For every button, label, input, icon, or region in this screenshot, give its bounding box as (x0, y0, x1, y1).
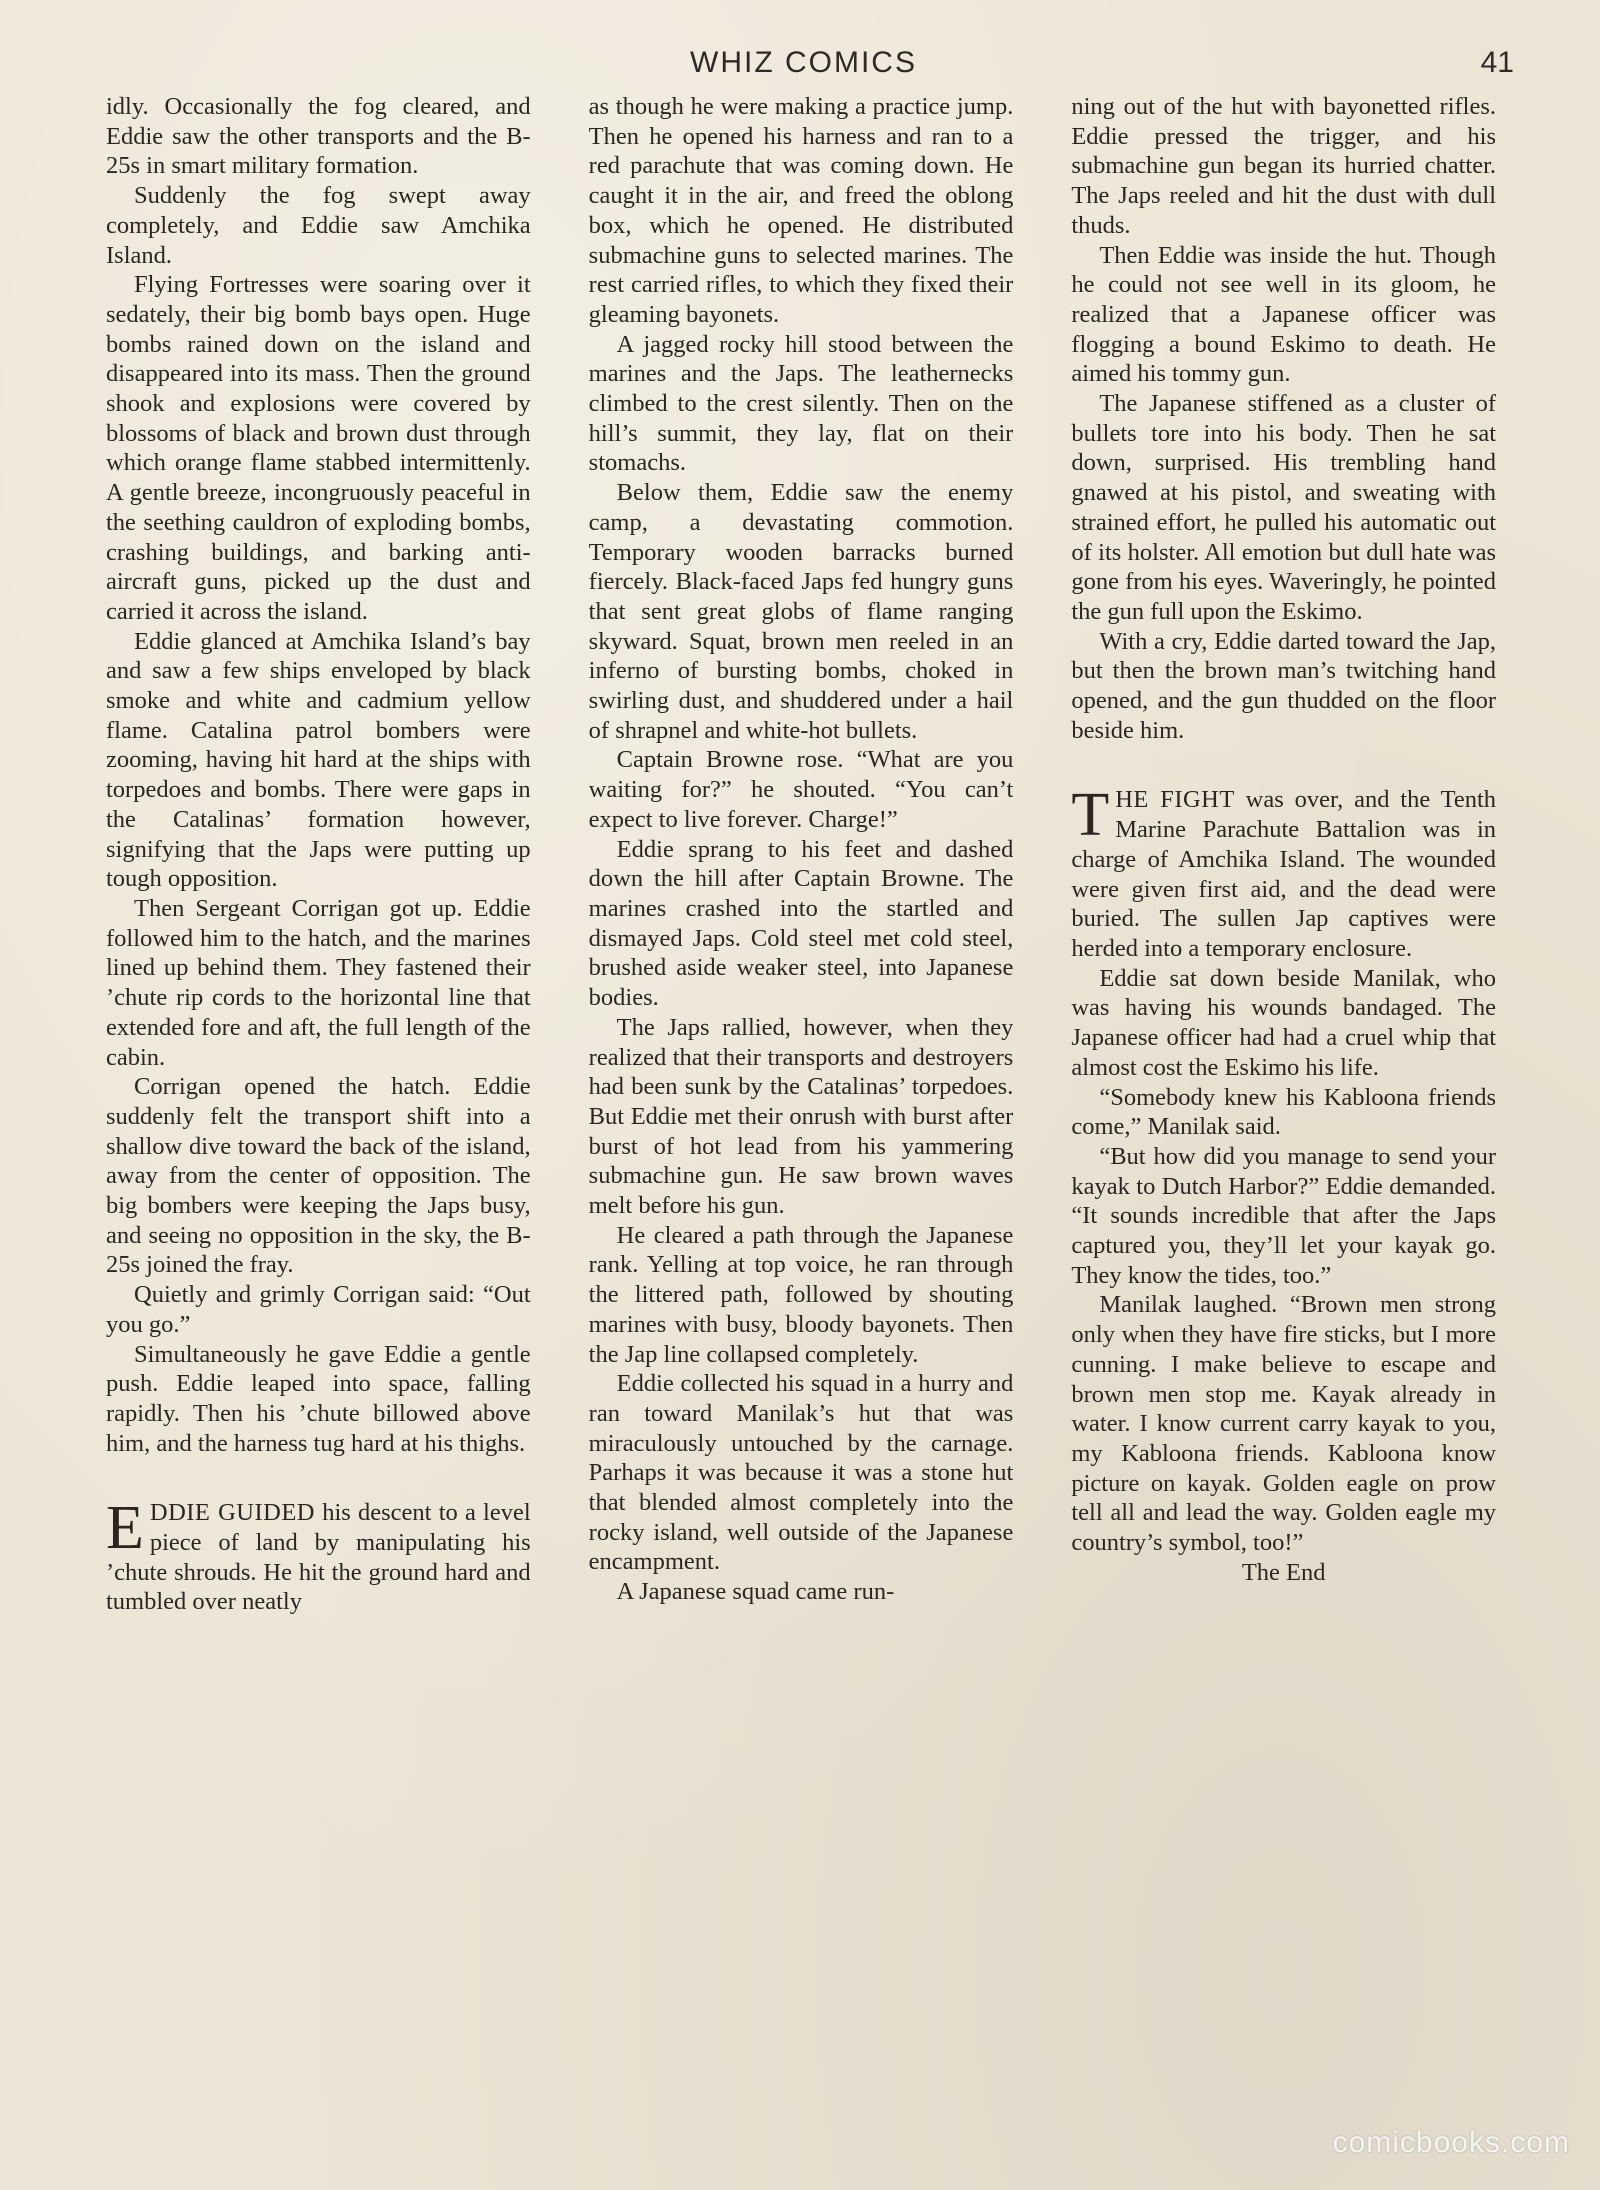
paragraph: Eddie collected his squad in a hurry and ran toward Manilak’s hut that was miraculously untouched by the carnage. Parhaps it was because it was a stone hut that blended almost completely into the rocky island, well outside of the Japanese encampment. (588, 1370, 1014, 1576)
paragraph: Captain Browne rose. “What are you waiting for?” he shouted. “You can’t expect to live forever. Charge!” (588, 746, 1014, 833)
section-lead-caps: DDIE GUIDED (149, 1499, 315, 1527)
section-opening-paragraph (106, 1494, 531, 1617)
paragraph: idly. Occasionally the fog cleared, and Eddie saw the other transports and the B-25s in smart military formation. (106, 93, 531, 180)
paragraph: A jagged rocky hill stood between the marines and the Japs. The leathernecks climbed to the crest silently. Then on the hill’s summit, they lay, flat on their stomachs. (588, 330, 1014, 477)
paragraph: Below them, Eddie saw the enemy camp, a devastating commotion. Temporary wooden barracks burned fiercely. Black-faced Japs fed hungry guns that sent great globs of flame ranging skyward. Squat, brown men reeled in an inferno of bursting bombs, choked in swirling dust, and shuddered under a hail of shrapnel and white-hot bullets. (588, 479, 1014, 744)
paragraph: A Japanese squad came run- (616, 1578, 895, 1606)
paragraph: With a cry, Eddie darted toward the Jap, but then the brown man’s twitching hand opened, and the gun thudded on the floor beside him. (1071, 627, 1497, 744)
text-column-2 (589, 92, 1014, 2052)
page-number: 41 (1480, 46, 1514, 79)
paragraph: Manilak laughed. “Brown men strong only when they have fire sticks, but I more cunning. I make believe to escape and brown men stop me. Kayak already in water. I know current carry kayak to you, my Kabloona friends. Kabloona know picture on kayak. Golden eagle on prow tell all and lead the way. Golden eagle my country’s symbol, too!” (1071, 1291, 1497, 1557)
drop-cap: E (106, 1494, 144, 1563)
paragraph: Corrigan opened the hatch. Eddie suddenly felt the transport shift into a shallow dive toward the back of the island, away from the center of opposition. The big bombers were keeping the Japs busy, and seeing no opposition in the sky, the B-25s joined the fray. (106, 1073, 531, 1279)
paragraph: “But how did you manage to send your kayak to Dutch Harbor?” Eddie demanded. “It sounds incredible that after the Japs captured you, they’ll let your kayak go. They know the tides, too.” (1071, 1142, 1497, 1289)
paragraph: Then Eddie was inside the hut. Though he could not see well in its gloom, he realized that a Japanese officer was flogging a bound Eskimo to death. He aimed his tommy gun. (1071, 241, 1497, 388)
paragraph: as though he were making a practice jump. Then he opened his harness and ran to a red parachute that was coming down. He caught it in the air, and freed the oblong box, which he opened. He distributed submachine guns to selected marines. The rest carried rifles, to which they fixed their gleaming bayonets. (588, 93, 1014, 328)
text-column-3 (1071, 92, 1496, 2052)
paragraph: Flying Fortresses were soaring over it sedately, their big bomb bays open. Huge bombs rained down on the island and disappeared into its mass. Then the ground shook and explosions were covered by blossoms of black and brown dust through which orange flame stabbed intermittenly. A gentle breeze, incongruously peaceful in the seething cauldron of exploding bombs, crashing buildings, and barking anti-aircraft guns, picked up the dust and carried it across the island. (106, 271, 531, 625)
section-text: his descent to a level piece of land by manipulating his ’chute shrouds. He hit the ground hard and tumbled over neatly (106, 1499, 531, 1616)
paragraph: Then Sergeant Corrigan got up. Eddie followed him to the hatch, and the marines lined up behind them. They fastened their ’chute rip cords to the horizontal line that extended fore and aft, the full length of the cabin. (106, 894, 531, 1071)
paragraph: He cleared a path through the Japanese rank. Yelling at top voice, he ran through the littered path, followed by shouting marines with busy, bloody bayonets. Then the Jap line collapsed completely. (588, 1221, 1014, 1368)
paragraph: Suddenly the fog swept away completely, and Eddie saw Amchika Island. (106, 182, 531, 269)
running-title: WHIZ COMICS (690, 46, 917, 79)
paragraph: Simultaneously he gave Eddie a gentle push. Eddie leaped into space, falling rapidly. Then his ’chute billowed above him, and the harness tug hard at his thighs. (106, 1340, 531, 1457)
paragraph: The Japanese stiffened as a cluster of bullets tore into his body. Then he sat down, surprised. His trembling hand gnawed at his pistol, and sweating with strained effort, he pulled his automatic out of its holster. All emotion but dull hate was gone from his eyes. Waveringly, he pointed the gun full upon the Eskimo. (1071, 390, 1497, 625)
watermark-text: comicbooks.com (1332, 2126, 1570, 2159)
text-column-1 (106, 92, 531, 2052)
paragraph: Eddie glanced at Amchika Island’s bay and saw a few ships enveloped by black smoke and white and cadmium yellow flame. Catalina patrol bombers were zooming, having hit hard at the ships with torpedoes and bombs. There were gaps in the Catalinas’ formation however, signifying that the Japs were putting up tough opposition. (106, 627, 531, 893)
section-break (1071, 745, 1496, 785)
paragraph: ning out of the hut with bayonetted rifles. Eddie pressed the trigger, and his submachine gun began its hurried chatter. The Japs reeled and hit the dust with dull thuds. (1071, 93, 1497, 239)
section-opening-paragraph (1071, 781, 1497, 963)
paragraph: Quietly and grimly Corrigan said: “Out you go.” (106, 1281, 531, 1338)
paragraph: Eddie sat down beside Manilak, who was having his wounds bandaged. The Japanese officer had had a cruel whip that almost cost the Eskimo his life. (1071, 964, 1497, 1081)
story-columns (106, 92, 1496, 2052)
section-text: was over, and the Tenth Marine Parachute Battalion was in charge of Amchika Island. The wounded were given first aid, and the dead were buried. The sullen Jap captives were herded into a temporary enclosure. (1071, 786, 1497, 962)
page-header (0, 46, 1600, 86)
paragraph: “Somebody knew his Kabloona friends come,” Manilak said. (1071, 1083, 1497, 1141)
paragraph: Eddie sprang to his feet and dashed down the hill after Captain Browne. The marines crashed into the startled and dismayed Japs. Cold steel met cold steel, brushed aside weaker steel, into Japanese bodies. (588, 835, 1014, 1012)
section-break (106, 1458, 531, 1498)
drop-cap: T (1071, 781, 1110, 850)
section-lead-caps: HE FIGHT (1115, 786, 1235, 814)
paragraph: The Japs rallied, however, when they realized that their transports and destroyers had been sunk by the Catalinas’ torpedoes. But Eddie met their onrush with burst after burst of hot lead from his yammering submachine gun. He saw brown waves melt before his gun. (588, 1013, 1014, 1220)
the-end-label: The End (1241, 1558, 1326, 1586)
